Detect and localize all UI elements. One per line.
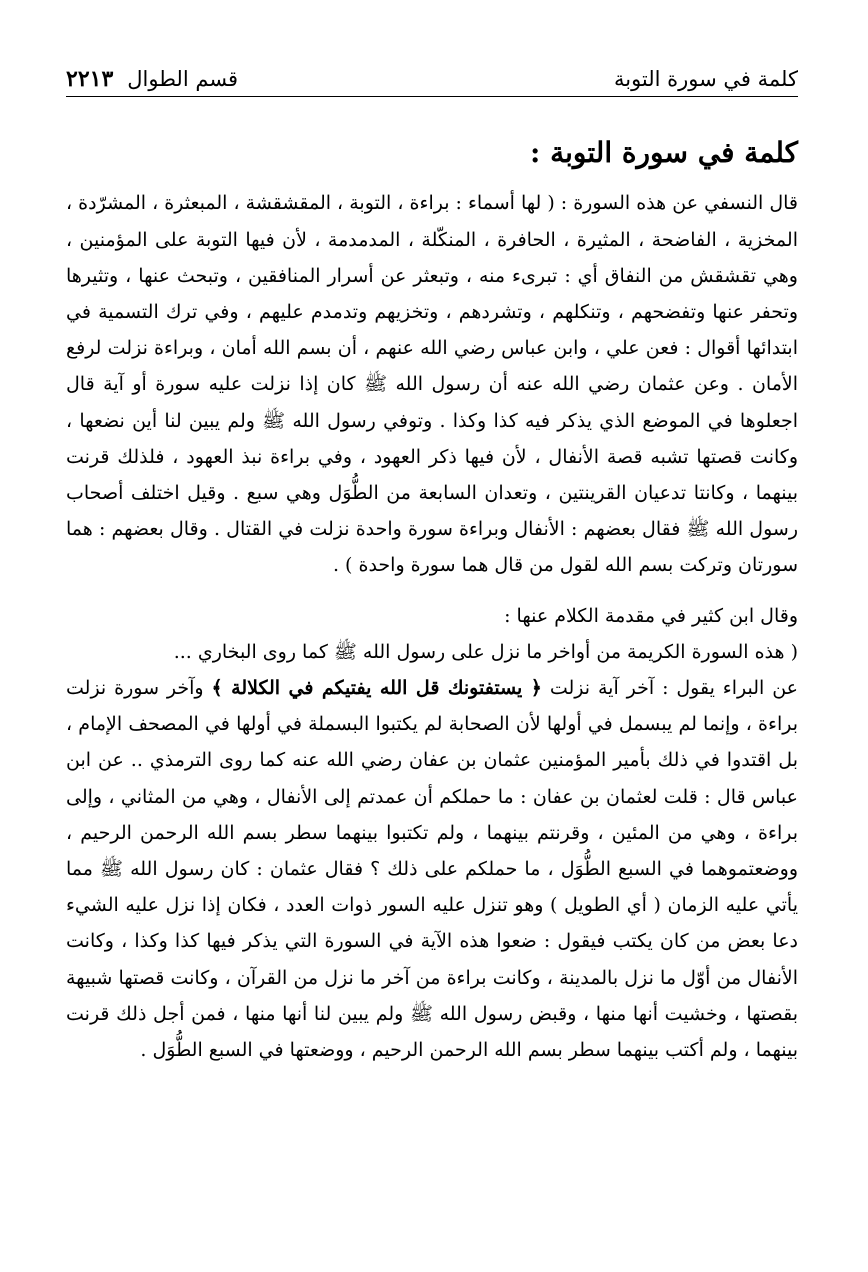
quote-block	[66, 634, 798, 1068]
quote-rest: سورة نزلت براءة ، وإنما لم يبسمل في أولها لأن الصحابة لم يكتبوا البسملة في أولها في المصحف الإمام ، بل اقتدوا في ذلك بأمير المؤمنين عثمان بن عفان رضي الله عنه كما روى الترمذي .. عن ابن عباس قال : قلت لعثمان بن عفان : ما حملكم أن عمدتم إلى الأنفال ، وهي من المثاني ، وإلى براءة ، وهي من المئين ، وقرنتم بينهما ، ولم تكتبوا بينهما سطر بسم الله الرحمن الرحيم ، ووضعتموهما في السبع الطُّوَل ، ما حملكم على ذلك ؟ فقال عثمان : كان رسول الله ﷺ مما يأتي عليه الزمان ( أي الطويل ) وهو تنزل عليه السور ذوات العدد ، فكان إذا نزل عليه الشيء دعا بعض من كان يكتب فيقول : ضعوا هذه الآية في السورة التي يذكر فيها كذا وكذا ، وكانت الأنفال من أوّل ما نزل بالمدينة ، وكانت براءة من آخر ما نزل من القرآن ، وكانت قصتها شبيهة بقصتها ، وخشيت أنها منها ، وقبض رسول الله ﷺ ولم يبين لنا أنها منها ، فمن أجل ذلك قرنت بينهما ، ولم أكتب بينهما سطر بسم الله الرحمن الرحيم ، ووضعتها في السبع الطُّوَل .	[66, 677, 798, 1062]
quote-body	[66, 670, 798, 1068]
page-info	[66, 68, 238, 90]
quote-line-1: ( هذه السورة الكريمة من أواخر ما نزل على رسول الله ﷺ كما روى البخاري ...	[173, 640, 798, 663]
chapter-title: كلمة في سورة التوبة	[613, 67, 798, 91]
paragraph-ibn-kathir-intro: وقال ابن كثير في مقدمة الكلام عنها :	[504, 604, 798, 627]
section-heading: كلمة في سورة التوبة :	[530, 136, 798, 169]
section-name: قسم الطوال	[127, 67, 239, 91]
paragraph-nasafi: قال النسفي عن هذه السورة : ( لها أسماء : براءة ، التوبة ، المقشقشة ، المبعثرة ، المشرّدة ، المخزية ، الفاضحة ، المثيرة ، الحافرة ، المنكّلة ، المدمدمة ، لأن فيها التوبة على المؤمنين ، وهي تقشقش من النفاق أي : تبرىء منه ، وتبعثر عن أسرار المنافقين ، وتبحث عنها ، وتثيرها وتحفر عنها وتفضحهم ، وتنكلهم ، وتشردهم ، وتخزيهم وتدمدم عليهم ، وفي ترك التسمية في ابتدائها أقوال : فعن علي ، وابن عباس رضي الله عنهم ، أن بسم الله أمان ، وبراءة نزلت لرفع الأمان . وعن عثمان رضي الله عنه أن رسول الله ﷺ كان إذا نزلت عليه سورة أو آية قال اجعلوها في الموضع الذي يذكر فيه كذا وكذا . وتوفي رسول الله ﷺ ولم يبين لنا أين نضعها ، وكانت قصتها تشبه قصة الأنفال ، لأن فيها ذكر العهود ، وفي براءة نبذ العهود ، فلذلك قرنت بينهما ، وكانتا تدعيان القرينتين ، وتعدان السابعة من الطُّوَل وهي سبع . وقيل اختلف أصحاب رسول الله ﷺ فقال بعضهم : الأنفال وبراءة سورة واحدة نزلت في القتال . وقال بعضهم : هما سورتان وتركت بسم الله لقول من قال هما سورة واحدة ) .	[66, 192, 798, 577]
page-number: ٢٢١٣	[66, 66, 114, 92]
quote-line-2-before: عن البراء يقول : آخر آية نزلت	[549, 677, 799, 700]
quote-line-2-after: وآخر	[166, 677, 204, 700]
quranic-verse: ﴿ يستفتونك قل الله يفتيكم في الكلالة ﴾	[211, 677, 542, 700]
running-header	[66, 0, 798, 97]
